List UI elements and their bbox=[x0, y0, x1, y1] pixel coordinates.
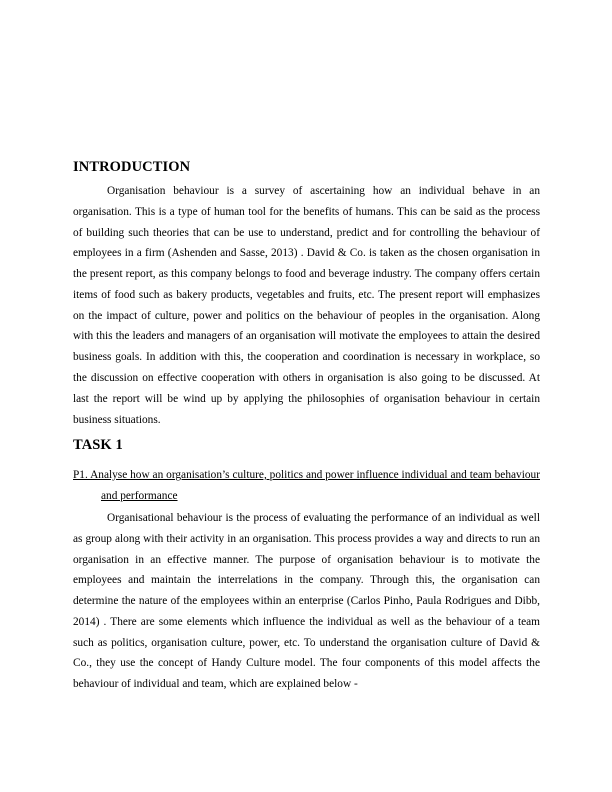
introduction-heading: INTRODUCTION bbox=[73, 159, 191, 175]
introduction-paragraph: Organisation behaviour is a survey of ascertaining how an individual behave in an organisation. This is a type of human tool for the benefits of humans. This can be said as the process of building such theories that can be use to understand, predict and for controlling the behaviour of employees in a firm (Ashenden and Sasse, 2013) . David & Co. is taken as the chosen organisation in the present report, as this company belongs to food and beverage industry. The company offers certain items of food such as bakery products, vegetables and fruits, etc. The present report will emphasizes on the impact of culture, power and politics on the behaviour of peoples in the organisation. Along with this the leaders and managers of an organisation will motivate the employees to attain the desired business goals. In addition with this, the cooperation and coordination is necessary in workplace, so the discussion on effective cooperation with others in organisation is also going to be discussed. At last the report will be wind up by applying the philosophies of organisation behaviour in certain business situations. bbox=[73, 185, 540, 426]
task1-paragraph: Organisational behaviour is the process of evaluating the performance of an individual as well as group along with their activity in an organisation. This process provides a way and directs to run an organisation in an effective manner. The purpose of organisation behaviour is to motivate the employees and maintain the interrelations in the company. Through this, the organisation can determine the nature of the employees within an enterprise (Carlos Pinho, Paula Rodrigues and Dibb, 2014) . There are some elements which influence the individual as well as the behaviour of a team such as politics, organisation culture, power, etc. To understand the organisation culture of David & Co., they use the concept of Handy Culture model. The four components of this model affects the behaviour of individual and team, which are explained below - bbox=[73, 512, 540, 691]
task1-subheading: P1. Analyse how an organisation’s culture, politics and power influence individual and team behaviour and performance bbox=[73, 469, 540, 502]
task1-heading: TASK 1 bbox=[73, 437, 123, 453]
